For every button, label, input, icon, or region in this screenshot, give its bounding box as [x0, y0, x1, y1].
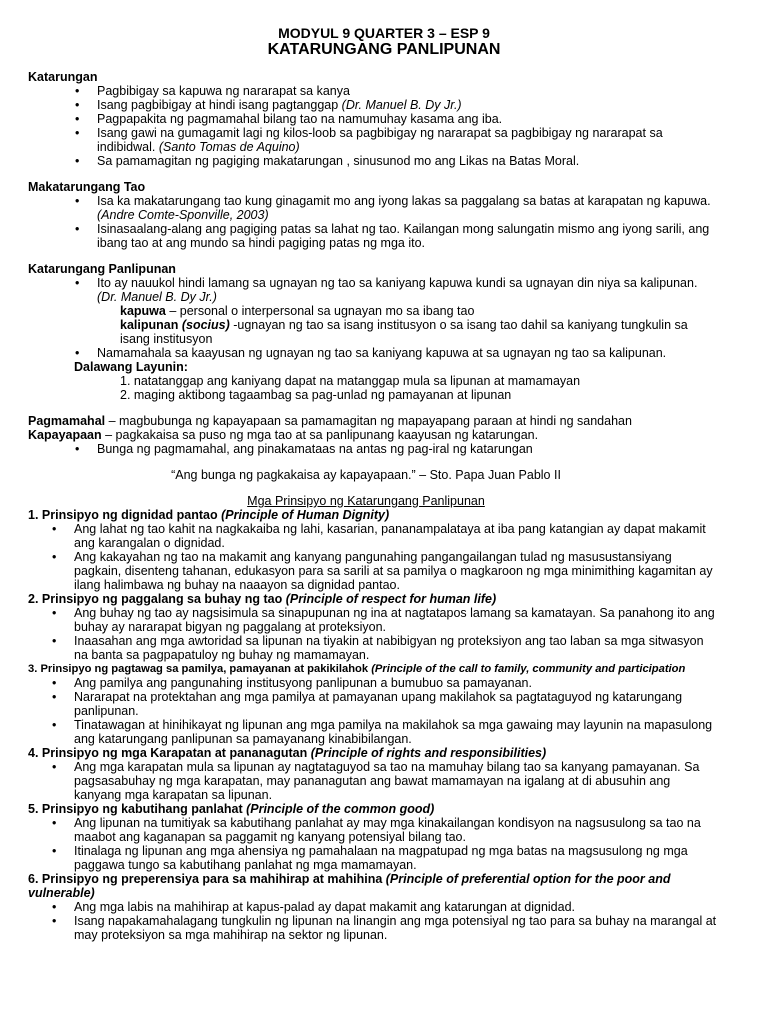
list-item: • Ang mga labis na mahihirap at kapus-palad ay dapat makamit ang katarungan at dignidad. — [74, 900, 744, 914]
katarungang-panlipunan-list — [28, 276, 744, 304]
definition-kapayapaan: Kapayapaan – pagkakaisa sa puso ng mga tao at sa panlipunang kaayusan ng katarungan. — [28, 428, 539, 442]
list-item: • Sa pamamagitan ng pagiging makatarungan , sinusunod mo ang Likas na Batas Moral. — [97, 154, 744, 168]
principle-6-list — [28, 900, 744, 942]
principle-heading-3: 3. Prinsipyo ng pagtawag sa pamilya, pamayanan at pakikilahok (Principle of the call to family, community and participation — [28, 663, 686, 675]
list-item: • Itinalaga ng lipunan ang mga ahensiya ng pamahalaan na magpatupad ng mga batas na magsusulong ng mga paggawa tungo sa kabutihang panlahat ng mga mamamayan. — [74, 844, 744, 872]
section-heading-katarungang-panlipunan: Katarungang Panlipunan — [28, 262, 176, 276]
list-item: • Inaasahan ang mga awtoridad sa lipunan na tiyakin at nabibigyan ng proteksiyon ang tao laban sa mga sitwasyon na banta sa pagpapatuloy ng buhay ng mamamayan. — [74, 634, 744, 662]
section-heading-makatarungang-tao: Makatarungang Tao — [28, 180, 146, 194]
principle-heading-4: 4. Prinsipyo ng mga Karapatan at pananagutan (Principle of rights and responsibilities) — [28, 746, 547, 760]
citation: (Dr. Manuel B. Dy Jr.) — [341, 98, 462, 112]
list-item: • Ang pamilya ang pangunahing institusyong panlipunan a bumubuo sa pamayanan. — [74, 676, 744, 690]
quote: “Ang bunga ng pagkakaisa ay kapayapaan.” – Sto. Papa Juan Pablo II — [171, 468, 561, 482]
definition-kalipunan: kalipunan (socius) -ugnayan ng tao sa isang institusyon o sa isang tao dahil sa kaniyang tungkulin sa isang institusyon — [120, 318, 688, 346]
principle-3-list — [28, 676, 744, 746]
document-body — [28, 70, 744, 942]
list-item: • Isa ka makatarungang tao kung ginagamit mo ang iyong lakas sa paggalang sa batas at karapatan ng kapuwa. (Andre Comte-Sponville, 2003) — [97, 194, 744, 222]
list-item: • Isang pagbibigay at hindi isang pagtanggap (Dr. Manuel B. Dy Jr.) — [97, 98, 744, 112]
layunin-item: 2. maging aktibong tagaambag sa pag-unlad ng pamayanan at lipunan — [120, 388, 512, 402]
list-item: • Isang gawi na gumagamit lagi ng kilos-loob sa pagbibigay ng nararapat sa pagbibigay ng nararapat sa indibidwal. (Santo Tomas de Aquino) — [97, 126, 744, 154]
list-item: • Nararapat na protektahan ang mga pamilya at pamayanan upang makilahok sa pagtataguyod ng katarungang panlipunan. — [74, 690, 744, 718]
list-item: • Isang napakamahalagang tungkulin ng lipunan na linangin ang mga potensiyal ng tao para sa buhay na marangal at may proteksiyon sa mga mahihirap na sektor ng lipunan. — [74, 914, 744, 942]
principle-heading-2: 2. Prinsipyo ng paggalang sa buhay ng tao (Principle of respect for human life) — [28, 592, 497, 606]
principle-5-list — [28, 816, 744, 872]
list-item: • Pagbibigay sa kapuwa ng nararapat sa kanya — [97, 84, 744, 98]
list-item: • Isinasaalang-alang ang pagiging patas sa lahat ng tao. Kailangan mong salungatin mismo ang iyong sarili, ang ibang tao at ang mundo sa hindi pagiging patas ng mga ito. — [97, 222, 744, 250]
list-item: • Ang kakayahan ng tao na makamit ang kanyang pangunahing pangangailangan tulad ng masusustansiyang pagkain, disenteng tahanan, edukasyon para sa sarili at sa pamilya o magkaroon ng mga minimithing kagamitan ay ilang halimbawa ng buhay na naaayon sa dignidad pantao. — [74, 550, 744, 592]
principle-heading-1: 1. Prinsipyo ng dignidad pantao (Principle of Human Dignity) — [28, 508, 390, 522]
citation: (Santo Tomas de Aquino) — [158, 140, 300, 154]
principles-title: Mga Prinsipyo ng Katarungang Panlipunan — [247, 494, 485, 508]
list-item: • Ang lipunan na tumitiyak sa kabutihang panlahat ay may mga kinakailangan kondisyon na nagsusulong sa tao na maabot ang kaganapan sa paggamit ng kanyang potensiyal bilang tao. — [74, 816, 744, 844]
list-item: • Bunga ng pagmamahal, ang pinakamataas na antas ng pag-iral ng katarungan — [97, 442, 744, 456]
katarungan-list — [28, 84, 744, 168]
list-item: • Pagpapakita ng pagmamahal bilang tao na namumuhay kasama ang iba. — [97, 112, 744, 126]
citation: (Andre Comte-Sponville, 2003) — [97, 208, 269, 222]
layunin-label: Dalawang Layunin: — [74, 360, 188, 374]
principle-1-list — [28, 522, 744, 592]
section-heading-katarungan: Katarungan — [28, 70, 98, 84]
principle-heading-5: 5. Prinsipyo ng kabutihang panlahat (Principle of the common good) — [28, 802, 435, 816]
definition-kapuwa: kapuwa – personal o interpersonal sa ugnayan mo sa ibang tao — [120, 304, 475, 318]
list-item: • Ito ay nauukol hindi lamang sa ugnayan ng tao sa kaniyang kapuwa kundi sa ugnayan din niya sa kalipunan. (Dr. Manuel B. Dy Jr.) — [97, 276, 744, 304]
list-item: • Ang buhay ng tao ay nagsisimula sa sinapupunan ng ina at nagtatapos lamang sa kamatayan. Sa panahong ito ang buhay ay nararapat bigyan ng paggalang at proteksiyon. — [74, 606, 744, 634]
list-item: • Ang lahat ng tao kahit na nagkakaiba ng lahi, kasarian, pananampalataya at iba pang katangian ay dapat makamit ang karangalan o dignidad. — [74, 522, 744, 550]
katarungang-panlipunan-list-2 — [28, 346, 744, 360]
list-item: • Ang mga karapatan mula sa lipunan ay nagtataguyod sa tao na mamuhay bilang tao sa kanyang pamayanan. Sa pagsasabuhay ng mga karapatan, may pananagutan ang bawat mamamayan na igalang at di abusuhin ang kanyang mga karapatan sa lipunan. — [74, 760, 744, 802]
principle-heading-6: 6. Prinsipyo ng preperensiya para sa mahihirap at mahihina (Principle of preferential option for the poor and vulnerable) — [28, 872, 671, 900]
makatarungang-tao-list — [28, 194, 744, 250]
list-item: • Namamahala sa kaayusan ng ugnayan ng tao sa kaniyang kapuwa at sa ugnayan ng tao sa kalipunan. — [97, 346, 744, 360]
principle-2-list — [28, 606, 744, 662]
module-subtitle: KATARUNGANG PANLIPUNAN — [267, 41, 501, 58]
list-item: • Tinatawagan at hinihikayat ng lipunan ang mga pamilya na makilahok sa mga gawaing may layunin na mapasulong ang katarungang panlipunan sa pamayanang kinabibilangan. — [74, 718, 744, 746]
citation: (Dr. Manuel B. Dy Jr.) — [97, 290, 217, 304]
layunin-item: 1. natatanggap ang kaniyang dapat na matanggap mula sa lipunan at mamamayan — [120, 374, 581, 388]
definition-pagmamahal: Pagmamahal – magbubunga ng kapayapaan sa pamamagitan ng mapayapang paraan at hindi ng sandahan — [28, 414, 632, 428]
principle-4-list — [28, 760, 744, 802]
kapayapaan-list — [28, 442, 744, 456]
module-title: MODYUL 9 QUARTER 3 – ESP 9 — [278, 25, 490, 41]
